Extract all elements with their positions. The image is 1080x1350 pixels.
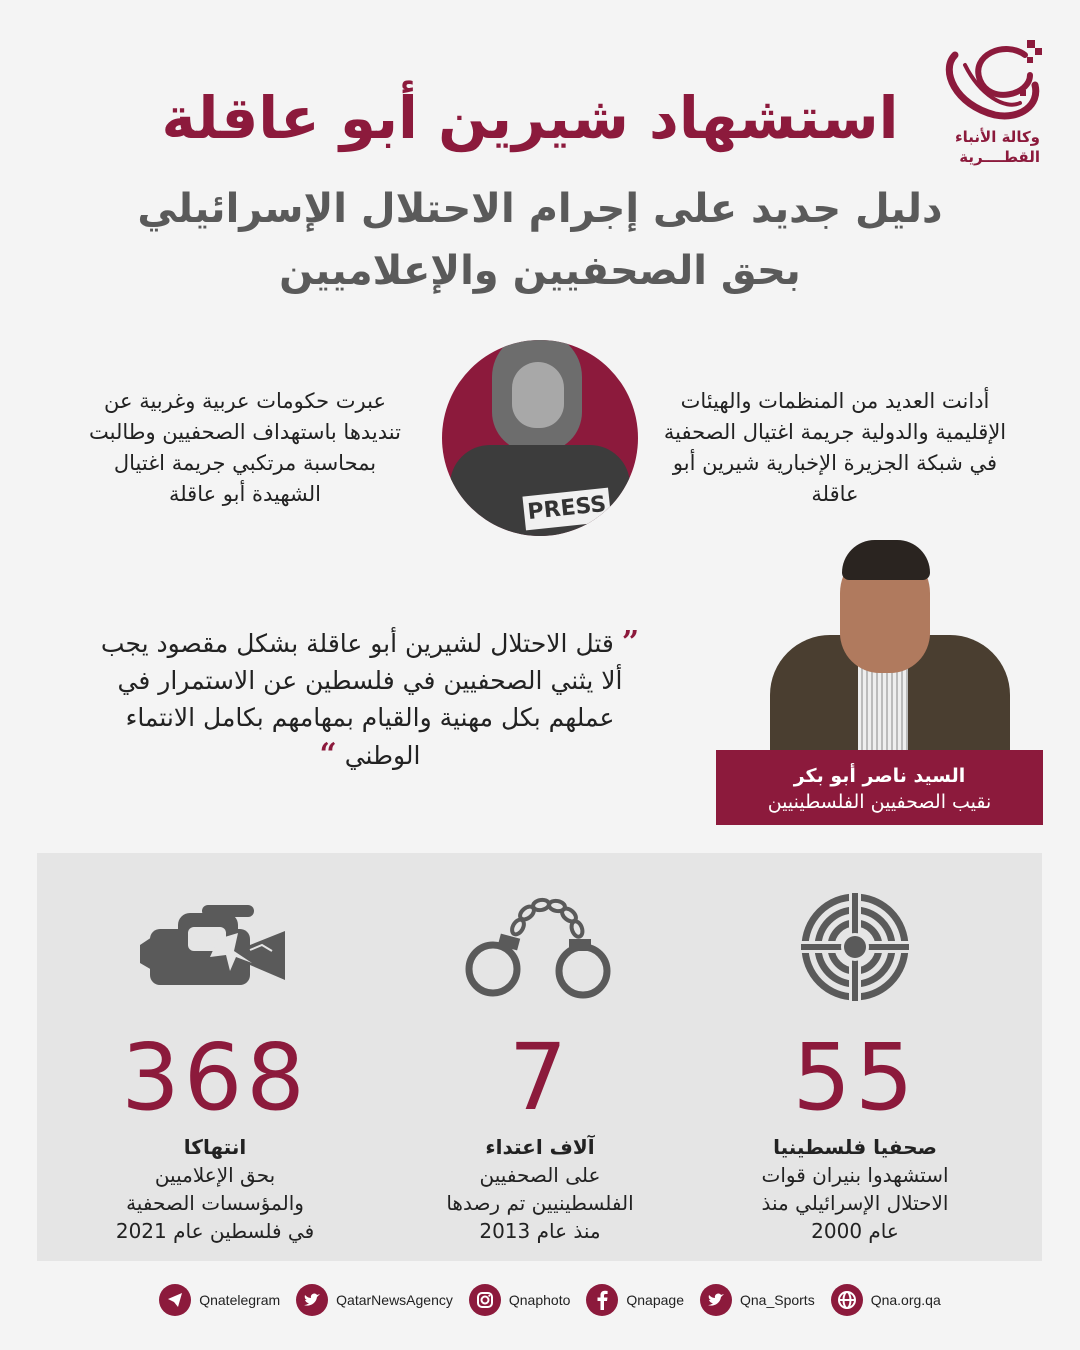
subtitle-line1: دليل جديد على إجرام الاحتلال الإسرائيلي xyxy=(137,186,943,232)
speaker-name: السيد ناصر أبو بكر xyxy=(793,765,966,787)
social-telegram[interactable] xyxy=(159,1284,280,1316)
handcuffs-icon xyxy=(465,891,615,1003)
instagram-icon xyxy=(469,1284,501,1316)
subtitle-line2: بحق الصحفيين والإعلاميين xyxy=(279,248,801,294)
journalist-portrait xyxy=(442,340,638,536)
press-label: PRESS xyxy=(522,488,611,531)
stat-description: على الصحفيين الفلسطينيين تم رصدها منذ عام 2013 xyxy=(446,1163,634,1243)
social-label: QatarNewsAgency xyxy=(336,1292,453,1308)
speaker-caption xyxy=(716,750,1043,825)
stat-label: انتهاكا xyxy=(183,1135,247,1159)
page-subtitle xyxy=(120,178,960,302)
social-twitter-sports[interactable] xyxy=(700,1284,815,1316)
speaker-hair xyxy=(842,540,930,580)
stats-panel xyxy=(37,853,1042,1261)
stat-number: 368 xyxy=(121,1024,309,1131)
stat-label: صحفيا فلسطينيا xyxy=(773,1135,937,1159)
social-label: Qna_Sports xyxy=(739,1292,815,1308)
quote-open-icon: ” xyxy=(621,625,640,660)
facebook-icon xyxy=(586,1284,618,1316)
globe-icon xyxy=(831,1284,863,1316)
twitter-icon xyxy=(700,1284,732,1316)
portrait-face xyxy=(512,362,564,428)
social-label: Qnaphoto xyxy=(508,1292,571,1308)
qna-emblem-icon xyxy=(935,35,1050,125)
stat-number: 7 xyxy=(508,1024,572,1131)
stat-number: 55 xyxy=(792,1024,918,1131)
quote-close-icon: “ xyxy=(319,737,337,772)
social-facebook[interactable] xyxy=(586,1284,684,1316)
social-website[interactable] xyxy=(831,1284,941,1316)
logo-name-line1: وكالة الأنباء xyxy=(955,128,1040,146)
speaker-shirt xyxy=(858,660,908,750)
page-title: استشهاد شيرين أبو عاقلة xyxy=(161,84,899,152)
social-label: Qna.org.qa xyxy=(870,1292,941,1308)
statement-governments: عبرت حكومات عربية وغربية عن تنديدها باستهداف الصحفيين وطالبت بمحاسبة مرتكبي جريمة اغتيال الشهيدة أبو عاقلة xyxy=(89,389,401,506)
social-twitter[interactable] xyxy=(296,1284,453,1316)
quote-text: قتل الاحتلال لشيرين أبو عاقلة بشكل مقصود يجب ألا يثني الصحفيين في فلسطين عن الاستمرار في عملهم بكل مهنية والقيام بمهامهم بكامل الانتماء الوطني xyxy=(100,629,623,770)
speaker-role: نقيب الصحفيين الفلسطينيين xyxy=(767,791,992,813)
speaker-photo xyxy=(770,540,1010,750)
social-label: Qnapage xyxy=(626,1292,684,1308)
logo-name-line2: القطــــرية xyxy=(959,148,1040,166)
speaker-quote xyxy=(100,624,640,774)
stat-description: بحق الإعلاميين والمؤسسات الصحفية في فلسطين عام 2021 xyxy=(115,1163,315,1243)
stat-label: آلاف اعتداء xyxy=(485,1135,595,1159)
social-footer xyxy=(140,1282,960,1318)
social-instagram[interactable] xyxy=(469,1284,571,1316)
broken-camera-icon xyxy=(140,905,290,995)
social-label: Qnatelegram xyxy=(199,1292,281,1308)
stat-description: استشهدوا بنيران قوات الاحتلال الإسرائيلي منذ عام 2000 xyxy=(761,1163,949,1243)
telegram-icon xyxy=(159,1284,191,1316)
statement-organizations: أدانت العديد من المنظمات والهيئات الإقليمية والدولية جريمة اغتيال الصحفية في شبكة الجزيرة الإخبارية شيرين أبو عاقلة xyxy=(663,389,1007,506)
qna-logo xyxy=(935,35,1050,170)
twitter-icon xyxy=(296,1284,328,1316)
target-icon xyxy=(799,891,911,1003)
